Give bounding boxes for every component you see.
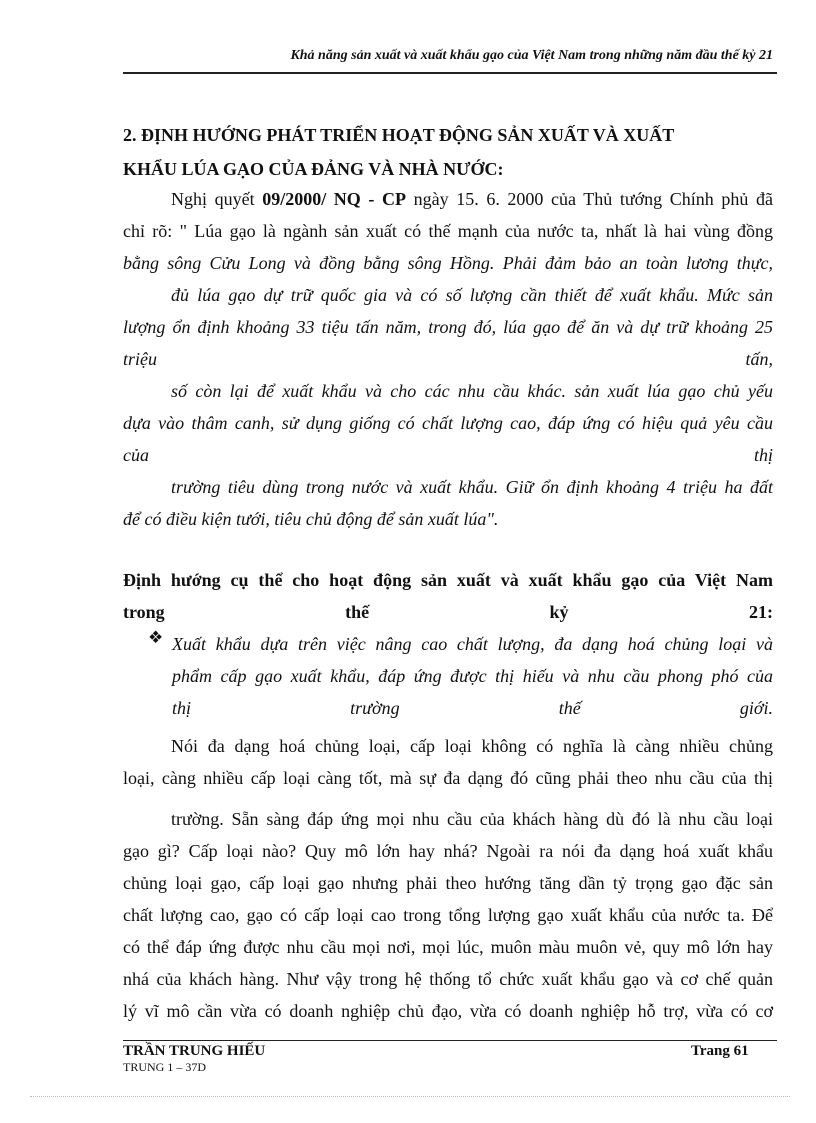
paragraph-line: có thể đáp ứng được nhu cầu mọi nơi, mọi lúc, muôn màu muôn vẻ, quy mô lớn hay	[123, 937, 773, 957]
section-heading-line-2: KHẨU LÚA GẠO CỦA ĐẢNG VÀ NHÀ NƯỚC:	[123, 159, 504, 179]
paragraph-line: chỉ rõ: " Lúa gạo là ngành sản xuất có thế mạnh của nước ta, nhất là hai vùng đồng	[123, 221, 773, 241]
paragraph-line: lý vĩ mô cần vừa có doanh nghiệp chủ đạo, vừa có doanh nghiệp hỗ trợ, vừa có cơ	[123, 1001, 773, 1021]
paragraph-line: Nói đa dạng hoá chủng loại, cấp loại không có nghĩa là càng nhiều chủng	[171, 736, 773, 756]
orientation-heading	[123, 564, 773, 628]
paragraph-line: số còn lại để xuất khẩu và cho các nhu cầu khác. sản xuất lúa gạo chủ yếu	[171, 381, 773, 401]
paragraph-line: chủng loại gạo, cấp loại gạo nhưng phải theo hướng tăng dần tỷ trọng gạo đặc sản	[123, 873, 773, 893]
paragraph-line: trường tiêu dùng trong nước và xuất khẩu. Giữ ổn định khoảng 4 triệu ha đất	[171, 477, 773, 497]
page-number: Trang 61	[691, 1043, 749, 1059]
paragraph-line: loại, càng nhiều cấp loại càng tốt, mà sự đa dạng đó cũng phải theo nhu cầu của thị	[123, 768, 773, 788]
resolution-number: 09/2000/ NQ - CP	[262, 189, 407, 209]
paragraph-line: nhá của khách hàng. Như vậy trong hệ thống tổ chức xuất khẩu gạo và cơ chế quản	[123, 969, 773, 989]
intro-text: Nghị quyết	[171, 189, 263, 209]
paragraph-line: của thị	[123, 445, 773, 465]
bullet-line: thị trường thế giới.	[172, 698, 773, 718]
paragraph-line: triệu tấn,	[123, 349, 773, 369]
diamond-bullet-icon: ❖	[148, 628, 164, 647]
footer-rule	[123, 1040, 777, 1041]
resolution-intro-line	[123, 183, 773, 215]
header-rule	[123, 72, 777, 74]
intro-text-end: ngày 15. 6. 2000 của Thủ tướng Chính phủ đã	[406, 189, 773, 209]
resolution-paragraph	[123, 183, 773, 535]
running-header: Khả năng sản xuất và xuất khẩu gạo của Việt Nam trong những năm đầu thế kỷ 21	[290, 48, 773, 63]
page-bottom-divider	[30, 1096, 790, 1097]
paragraph-line: đủ lúa gạo dự trữ quốc gia và có số lượng cần thiết để xuất khẩu. Mức sản	[171, 285, 773, 305]
bullet-line: Xuất khẩu dựa trên việc nâng cao chất lượng, đa dạng hoá chủng loại và	[172, 634, 773, 654]
paragraph-market	[123, 803, 773, 1027]
bullet-item	[148, 628, 773, 724]
footer-class: TRUNG 1 – 37D	[123, 1060, 206, 1074]
paragraph-variety	[123, 730, 773, 794]
paragraph-line: để có điều kiện tưới, tiêu chủ động để sản xuất lúa".	[123, 509, 499, 529]
paragraph-line: trường. Sẵn sàng đáp ứng mọi nhu cầu của khách hàng dù đó là nhu cầu loại	[171, 809, 773, 829]
orientation-heading-line-1: Định hướng cụ thể cho hoạt động sản xuất và xuất khẩu gạo của Việt Nam	[123, 570, 773, 590]
section-heading-line-1: 2. ĐỊNH HƯỚNG PHÁT TRIỂN HOẠT ĐỘNG SẢN XUẤT VÀ XUẤT	[123, 125, 675, 145]
bullet-line: phẩm cấp gạo xuất khẩu, đáp ứng được thị hiếu và nhu cầu phong phó của	[172, 666, 773, 686]
orientation-heading-line-2: trong thế kỷ 21:	[123, 602, 773, 622]
paragraph-line: gạo gì? Cấp loại nào? Quy mô lớn hay nhá? Ngoài ra nói đa dạng hoá xuất khẩu	[123, 841, 773, 861]
paragraph-line: chất lượng cao, gạo có cấp loại cao trong tổng lượng gạo xuất khẩu của nước ta. Để	[123, 905, 773, 925]
paragraph-line: lượng ổn định khoảng 33 tiệu tấn năm, trong đó, lúa gạo để ăn và dự trữ khoảng 25	[123, 317, 773, 337]
section-heading	[123, 118, 783, 186]
paragraph-line: dựa vào thâm canh, sử dụng giống có chất lượng cao, đáp ứng có hiệu quả yêu cầu	[123, 413, 773, 433]
footer-author: TRẦN TRUNG HIẾU	[123, 1043, 266, 1059]
paragraph-line: bằng sông Cửu Long và đồng bằng sông Hồng. Phải đảm bảo an toàn lương thực,	[123, 253, 773, 273]
